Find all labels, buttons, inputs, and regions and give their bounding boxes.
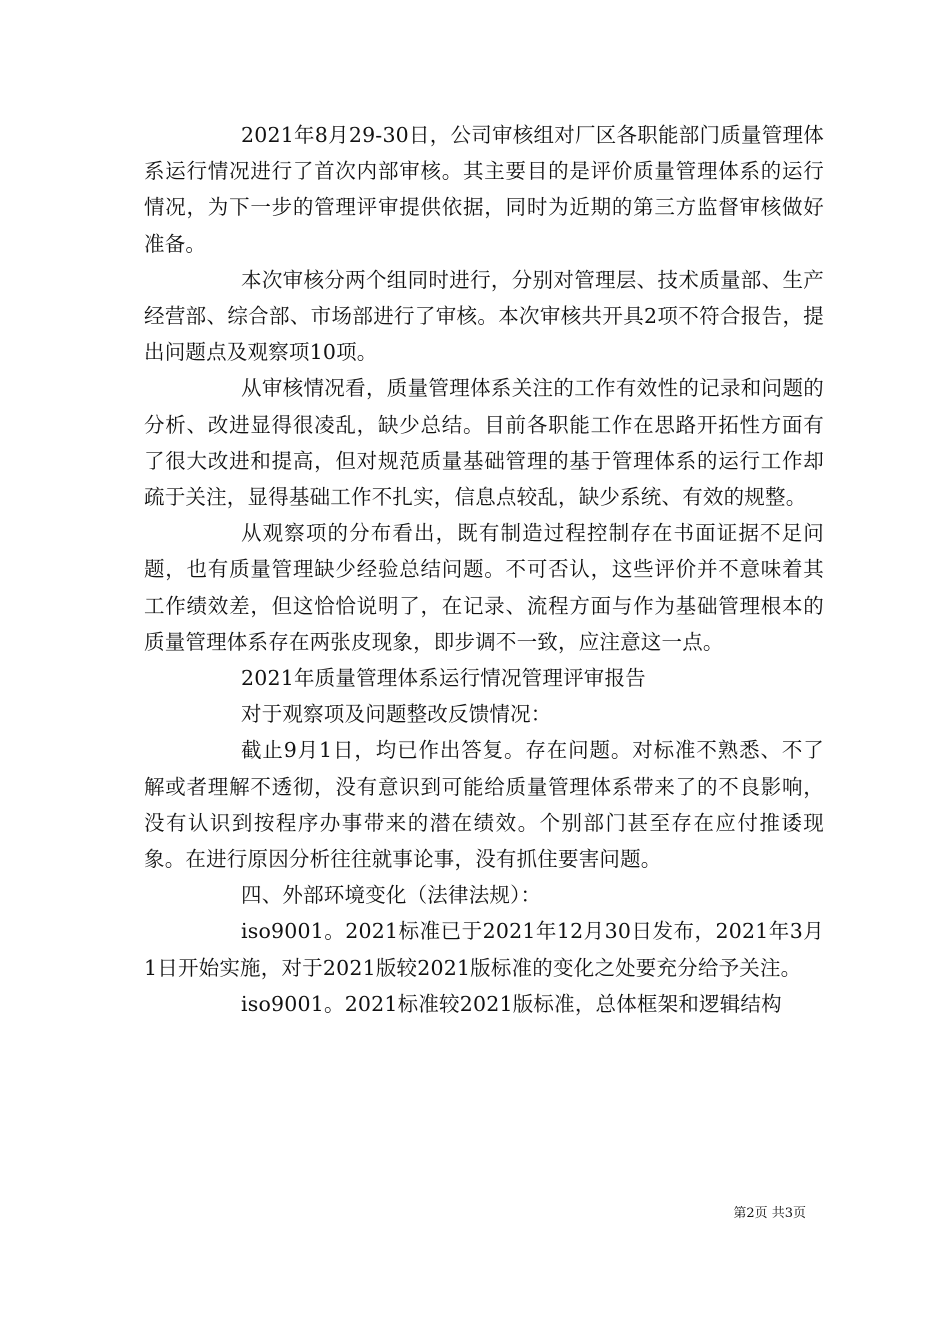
paragraph-rectification-status: 截止9月1日，均已作出答复。存在问题。对标准不熟悉、不了解或者理解不透彻，没有意识到可能给质量管理体系带来了的不良影响，没有认识到按程序办事带来的潜在绩效。个别部门甚至存在应付推诿现象。在进行原因分析往往就事论事，没有抓住要害问题。 bbox=[144, 738, 824, 872]
paragraph-audit-groups: 本次审核分两个组同时进行，分别对管理层、技术质量部、生产经营部、综合部、市场部进行了审核。本次审核共开具2项不符合报告，提出问题点及观察项10项。 bbox=[144, 267, 824, 365]
paragraph-iso-standard-release: iso9001。2021标准已于2021年12月30日发布，2021年3月1日开始实施，对于2021版较2021版标准的变化之处要充分给予关注。 bbox=[144, 919, 824, 980]
paragraph-audit-findings: 从审核情况看，质量管理体系关注的工作有效性的记录和问题的分析、改进显得很凌乱，缺少总结。目前各职能工作在思路开拓性方面有了很大改进和提高，但对规范质量基础管理的基于管理体系的运行工作却疏于关注，显得基础工作不扎实，信息点较乱，缺少系统、有效的规整。 bbox=[144, 376, 824, 510]
paragraph-report-title: 2021年质量管理体系运行情况管理评审报告 bbox=[241, 666, 646, 691]
document-body bbox=[144, 117, 824, 1022]
page-number-footer: 第2页 共3页 bbox=[733, 1206, 806, 1221]
paragraph-observation-distribution: 从观察项的分布看出，既有制造过程控制存在书面证据不足问题，也有质量管理缺少经验总结问题。不可否认，这些评价并不意味着其工作绩效差，但这恰恰说明了，在记录、流程方面与作为基础管理根本的质量管理体系存在两张皮现象，即步调不一致，应注意这一点。 bbox=[144, 521, 824, 654]
paragraph-rectification-heading: 对于观察项及问题整改反馈情况： bbox=[241, 702, 552, 727]
section-heading-external-environment: 四、外部环境变化（法律法规）： bbox=[241, 883, 542, 908]
paragraph-iso-standard-comparison: iso9001。2021标准较2021版标准，总体框架和逻辑结构 bbox=[241, 991, 782, 1016]
paragraph-audit-overview: 2021年8月29-30日，公司审核组对厂区各职能部门质量管理体系运行情况进行了首次内部审核。其主要目的是评价质量管理体系的运行情况，为下一步的管理评审提供依据，同时为近期的第三方监督审核做好准备。 bbox=[144, 123, 824, 256]
